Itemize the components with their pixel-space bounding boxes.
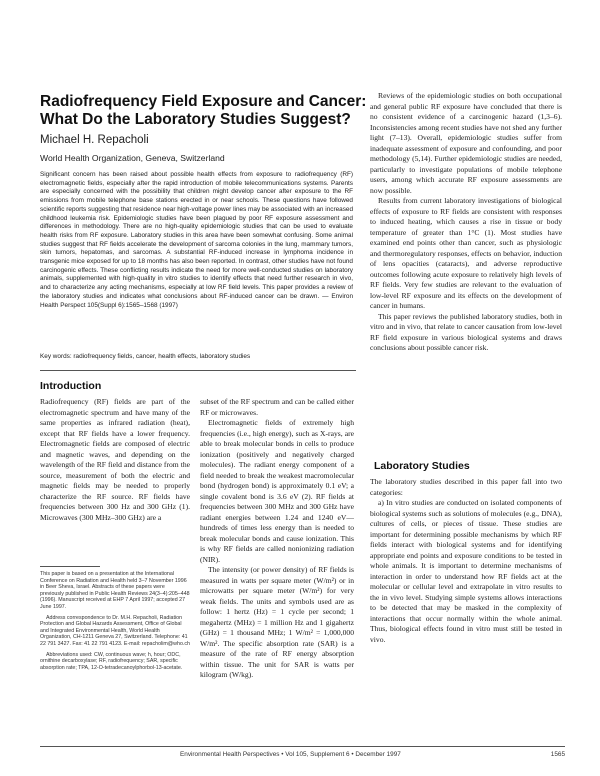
page-footer [40, 751, 565, 763]
journal-citation: Environmental Health Perspectives • Vol 105, Supplement 6 • December 1997 [180, 751, 401, 758]
paragraph: The intensity (or power density) of RF fields is measured in watts per square meter (W/m²) or in microwatts per square meter (W/m²) for very weak fields. The units and symbols used are as follow: 1 hertz (Hz) = 1 cycle per second; 1 megahertz (MHz) = 1 million Hz and 1 gigahertz (GHz) = 1 thousand MHz; 1 W/m² = 1,000,000 W/m². The specific absorption rate (SAR) is a measure of the rate of RF energy absorption within tissue. The unit for SAR is watts per kilogram (W/kg). [200, 565, 354, 679]
paragraph: Radiofrequency (RF) fields are part of the electromagnetic spectrum and have many of the same properties as infrared radiation (heat), except that RF fields have a lower frequency. Electromagnetic fields are composed of electric and magnetic waves, and depending on the wavelength of the RF field and distance from the source, measurement of both the electric and magnetic fields may be needed to properly characterize the RF source. RF fields have frequencies between 300 Hz and 300 GHz (1). Microwaves (300 MHz–300 GHz) are a [40, 397, 190, 522]
footnote-divider [40, 566, 100, 567]
footnote-correspondence: Address correspondence to Dr. M.H. Repacholi, Radiation Protection and Global Hazards Assessment, Office of Global and Integrated Environmental Health, World Health Organization, CH-1211 Geneva 27, Switzerland. Telephone: 41 22 791 3427. Fax: 41 22 791 4123. E-mail: repacholim@who.ch [40, 614, 190, 647]
author-affiliation: World Health Organization, Geneva, Switzerland [40, 153, 225, 163]
paragraph: subset of the RF spectrum and can be called either RF or microwaves. [200, 397, 354, 417]
paragraph: The laboratory studies described in this paper fall into two categories: [370, 477, 562, 497]
laboratory-studies-heading: Laboratory Studies [374, 460, 470, 472]
footnote-presentation: This paper is based on a presentation at the International Conference on Radiation and Health held 3–7 November 1996 in Beer Sheva, Israel. Abstracts of these papers were previously published in Public Health Reviews 24(3–4):205–448 (1996). Manuscript received at EHP 7 April 1997; accepted 27 June 1997. [40, 571, 190, 610]
column-1-body [40, 397, 190, 562]
author-name: Michael H. Repacholi [40, 134, 149, 146]
paragraph: a) In vitro studies are conducted on isolated components of biological systems such as solutions of molecules (e.g., DNA), cultures of cells, or pieces of tissue. These studies are important for determining possible mechanisms by which RF fields interact with biological systems and for identifying appropriate end points and exposure conditions to be tested in whole animals. It is important to determine mechanisms of interaction in order to understand how RF fields act at the molecular or cellular level and extrapolate in vitro results to the in vivo level. Studying simple systems allows interactions to be detected that may be masked in the complexity of interactions that occur normally within the whole animal. Thus, biological effects found in vitro must still be tested in vivo. [370, 498, 562, 644]
section-divider [40, 370, 356, 371]
paragraph: Electromagnetic fields of extremely high frequencies (i.e., high energy), such as X-rays, are able to break molecular bonds in cells to produce ionization (positively and negatively charged molecules). The radiant energy component of a field needed to break the weakest macromolecular bond (hydrogen bond) is approximately 0.1 eV; a single covalent bond is 3.6 eV (2). RF fields at frequencies between 300 MHz and 300 GHz have radiant energies between 1.24 and 1240 eV—hundreds of times less energy than is needed to break molecular bonds and cause ionization. This is why RF fields are called nonionizing radiation (NIR). [200, 418, 354, 564]
title-line-2: What Do the Laboratory Studies Suggest? [40, 111, 351, 128]
abstract-text: Significant concern has been raised about possible health effects from exposure to radiofrequency (RF) electromagnetic fields, especially after the rapid introduction of mobile telecommunications systems. Parents are especially concerned with the possibility that children might develop cancer after exposure to the RF emissions from mobile telephone base stations erected in or near schools. These questions have followed scientific reports suggesting that residence near high-voltage power lines may be associated with an increased childhood leukemia risk. Epidemiologic studies have been plagued by poor RF exposure assessment and differences in methodology. There are no high-quality epidemiologic studies that can be used to evaluate health risks from RF exposure. Laboratory studies in this area have been somewhat confusing. Some animal studies suggest that RF fields accelerate the development of sarcoma colonies in the lung, mammary tumors, skin tumors, hepatomas, and sarcomas. A substantial RF-induced increase in lymphoma incidence in transgenic mice exposed for up to 18 months has also been reported. In contrast, other studies have not found carcinogenic effects. These conflicting results indicate the need for more well-conducted studies on laboratory animals, supplemented with high-quality in vitro studies to identify effects that need further research in vivo, and to characterize any acting mechanisms, especially at low RF field levels. This paper provides a review of the laboratory studies and indicates what conclusions about RF-induced cancer can be drawn. — Environ Health Perspect 105(Suppl 6):1565–1568 (1997) [40, 171, 353, 309]
paragraph: Results from current laboratory investigations of biological effects of exposure to RF fields are consistent with responses to induced heating, which causes a rise in tissue or body temperature of greater than 1°C (1). Most studies have examined end points other than cancer, such as physiologic and thermoregulatory responses, effects on behavior, induction of lens opacities (cataracts), and adverse reproductive outcomes following acute exposure to relatively high levels of RF fields. Very few studies are relevant to the evaluation of low-level RF exposure and its effects on the development of cancer in humans. [370, 196, 562, 310]
title-line-1: Radiofrequency Field Exposure and Cancer: [40, 93, 367, 110]
page-number: 1565 [550, 751, 565, 758]
keywords: Key words: radiofrequency fields, cancer, health effects, laboratory studies [40, 353, 251, 360]
introduction-heading: Introduction [40, 380, 102, 392]
column-2-body [200, 397, 354, 744]
footnotes [40, 571, 190, 747]
paragraph: This paper reviews the published laboratory studies, both in vitro and in vivo, that relate to cancer causation from low-level RF field exposure in various biological systems and draws conclusions about possible cancer risk. [370, 311, 562, 352]
column-3-body-lower [370, 477, 562, 744]
paragraph: Reviews of the epidemiologic studies on both occupational and general public RF exposure have concluded that there is no consistent evidence of a carcinogenic hazard (1,3–6). Inconsistencies among recent studies have not shed any further light (7–13). Overall, epidemiologic studies suffer from inadequate assessment of exposure and confounding, and poor methodology (5,14). Further epidemiologic studies are needed, particularly to investigate populations of mobile telephone users, among which accurate RF exposure assessments are now possible. [370, 91, 562, 195]
footnote-abbreviations: Abbreviations used: CW, continuous wave; h, hour; ODC, ornithine decarboxylase; RF, radiofrequency; SAR, specific absorption rate; TPA, 12-O-tetradecanoylphorbol-13-acetate. [40, 651, 183, 671]
column-3-body-upper [370, 91, 562, 459]
article-title [40, 93, 367, 129]
footer-divider [40, 746, 565, 747]
